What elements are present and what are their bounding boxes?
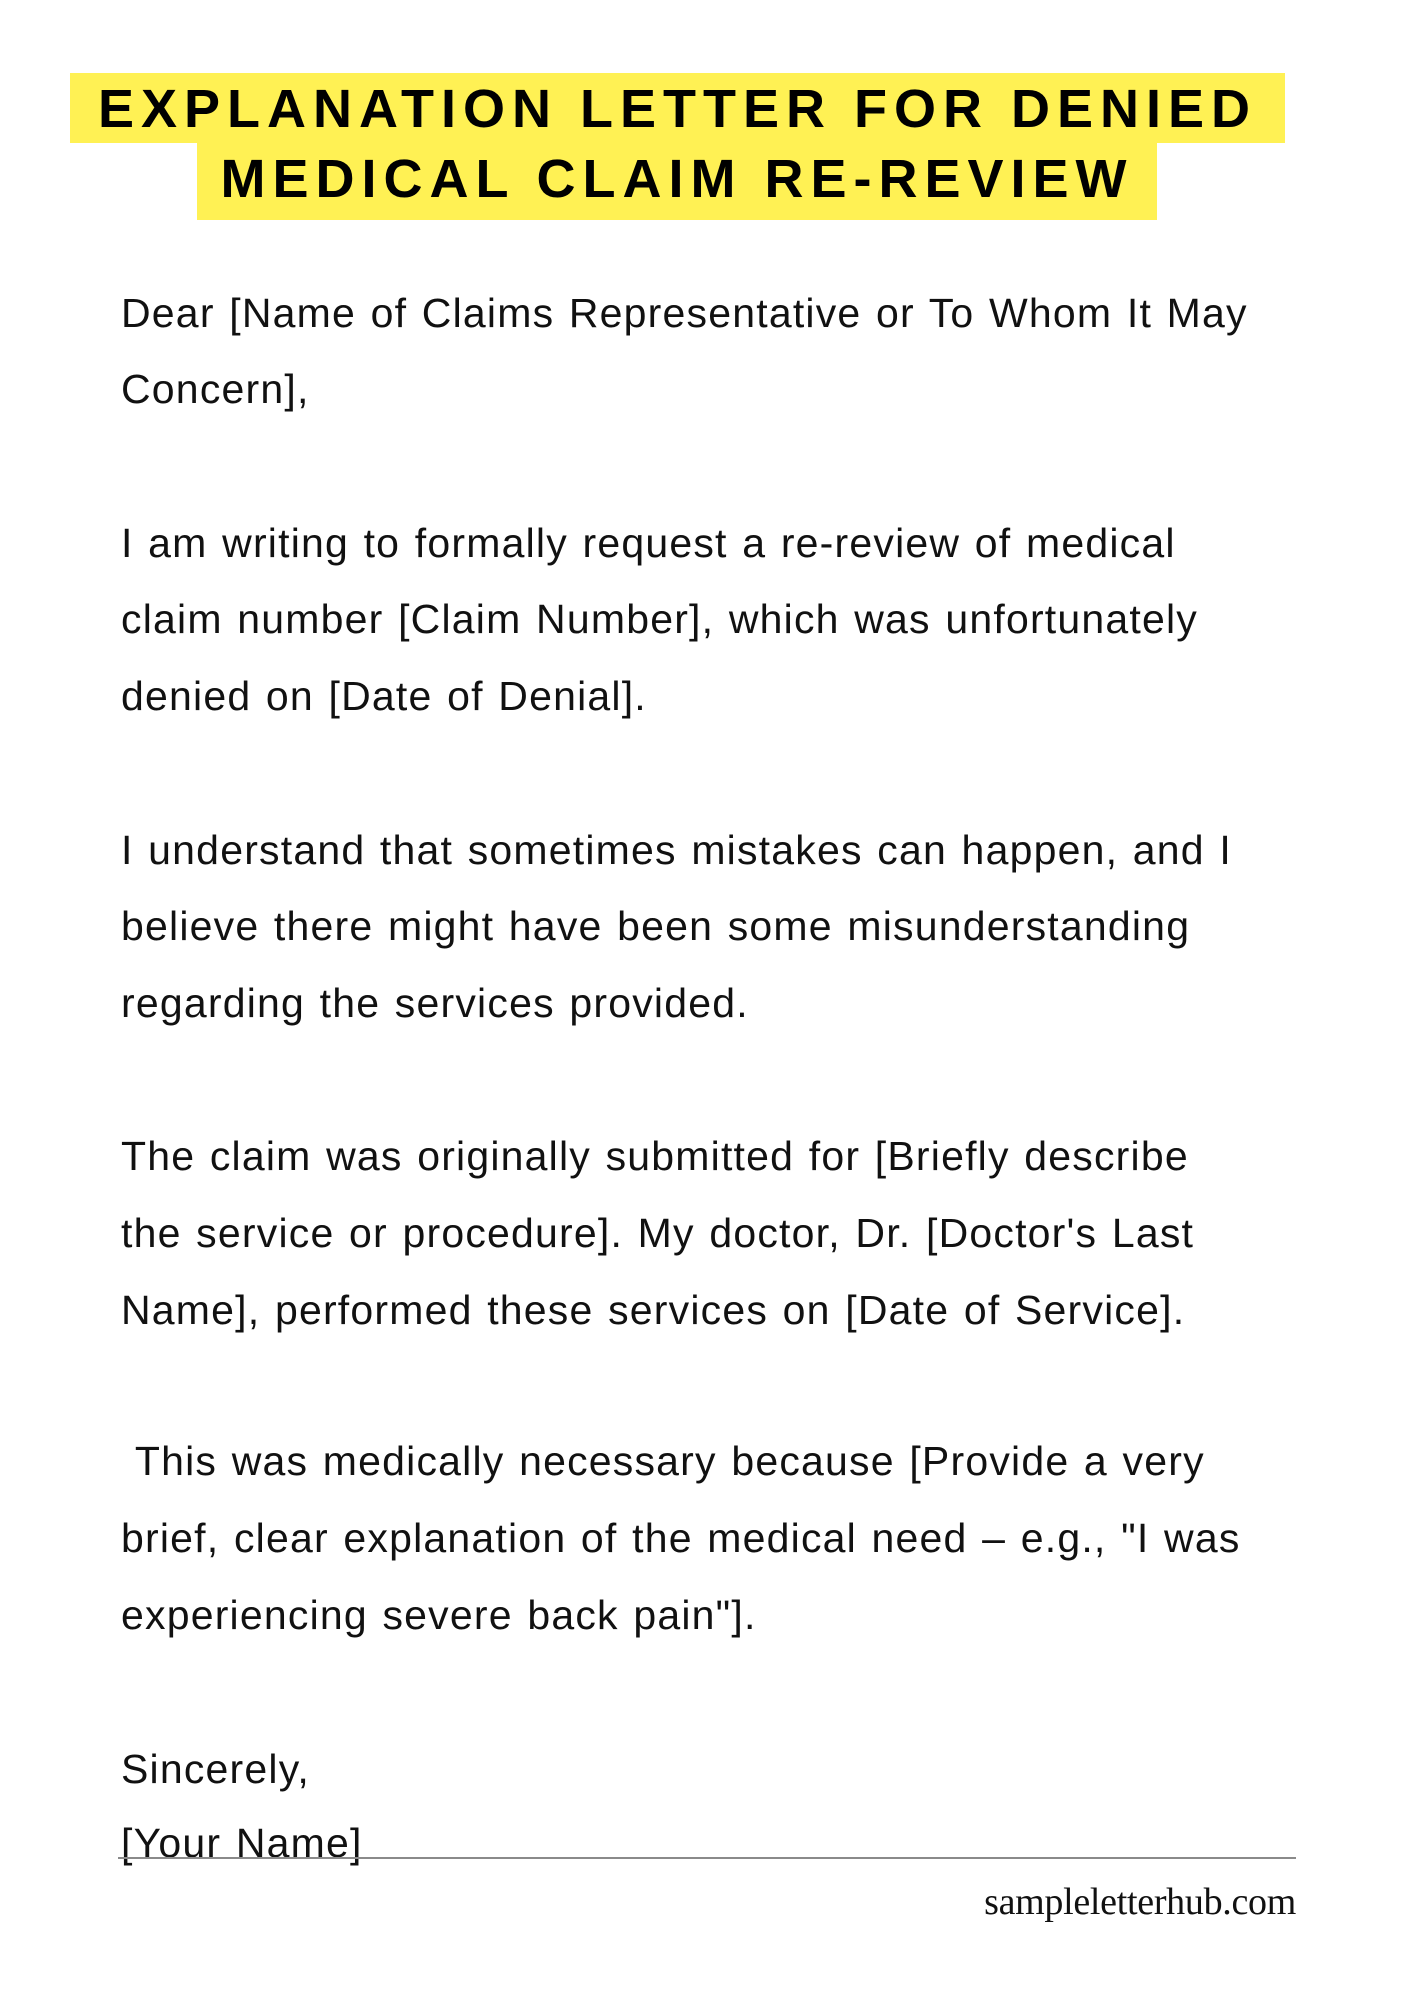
sign-off: Sincerely, [121,1746,310,1792]
signature-divider-line [118,1857,1296,1859]
paragraph-line: Name], performed these services on [Date of Service]. [121,1287,1186,1333]
salutation-line: Concern], [121,366,310,412]
paragraph-line: brief, clear explanation of the medical need – e.g., "I was [121,1515,1241,1561]
paragraph-line: claim number [Claim Number], which was unfortunately [121,596,1198,642]
paragraph-line: believe there might have been some misunderstanding [121,903,1191,949]
title-highlight-line-2 [197,143,1157,220]
paragraph-line: denied on [Date of Denial]. [121,673,647,719]
paragraph-line: The claim was originally submitted for [Briefly describe [121,1133,1189,1179]
paragraph-line: This was medically necessary because [Provide a very [121,1438,1205,1484]
website-credit: sampleletterhub.com [984,1881,1296,1923]
page-title-line-1: EXPLANATION LETTER FOR DENIED [97,79,1258,139]
paragraph-line: the service or procedure]. My doctor, Dr. [Doctor's Last [121,1210,1195,1256]
paragraph-line: experiencing severe back pain"]. [121,1592,757,1638]
title-highlight-line-1 [70,73,1285,143]
page-title-line-2: MEDICAL CLAIM RE-REVIEW [220,149,1134,209]
paragraph-line: I am writing to formally request a re-review of medical [121,520,1176,566]
paragraph-line: I understand that sometimes mistakes can happen, and I [121,827,1232,873]
salutation-line: Dear [Name of Claims Representative or To Whom It May [121,290,1248,336]
signature-name-placeholder: [Your Name] [121,1820,363,1866]
paragraph-line: regarding the services provided. [121,980,749,1026]
